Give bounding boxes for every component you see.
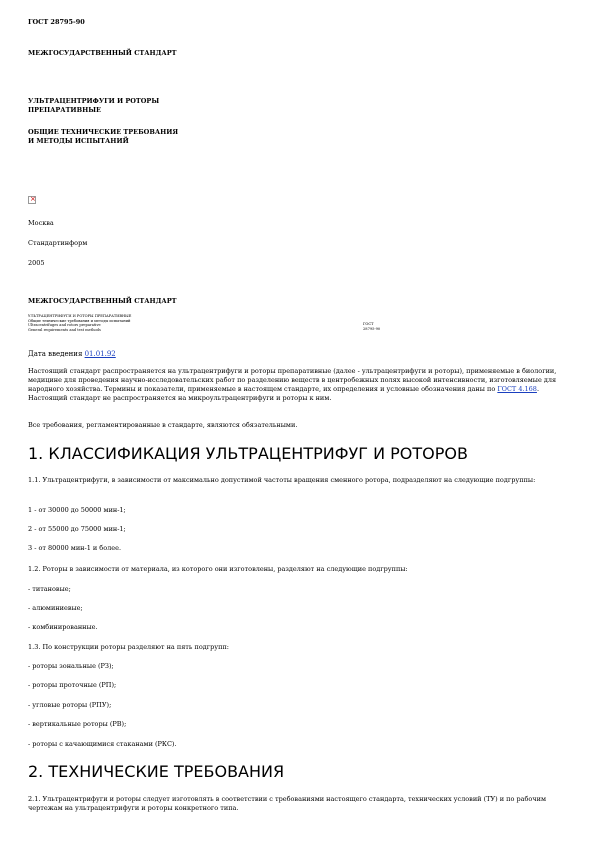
- list-item: - титановые;: [28, 585, 71, 593]
- imprint-city: Москва: [28, 219, 54, 227]
- imprint-year: 2005: [28, 259, 45, 267]
- list-item: - роторы зональные (РЗ);: [28, 662, 114, 670]
- tiny-title-block: [28, 314, 131, 332]
- section2-heading: 2. ТЕХНИЧЕСКИЕ ТРЕБОВАНИЯ: [28, 762, 285, 781]
- standard-type: МЕЖГОСУДАРСТВЕННЫЙ СТАНДАРТ: [28, 49, 177, 57]
- mandatory-note: Все требования, регламентированные в стандарте, являются обязательными.: [28, 421, 298, 429]
- broken-image-icon: [28, 196, 36, 204]
- list-item: - комбинированные.: [28, 623, 98, 631]
- subtitle-line2: И МЕТОДЫ ИСПЫТАНИЙ: [28, 137, 129, 145]
- tiny-line: Ultracentrifuges and rotors preparative: [28, 323, 101, 327]
- list-item: 3 - от 80000 мин-1 и более.: [28, 544, 122, 552]
- title-line1: УЛЬТРАЦЕНТРИФУГИ И РОТОРЫ: [28, 97, 160, 105]
- tiny-line: Общие технические требования и методы испытаний: [28, 318, 131, 323]
- list-item: - роторы с качающимися стаканами (РКС).: [28, 740, 177, 748]
- standard-type-repeat: МЕЖГОСУДАРСТВЕННЫЙ СТАНДАРТ: [28, 297, 177, 305]
- tiny-gost-block: [363, 322, 380, 331]
- intro-text-after: . Настоящий стандарт не распространяется на микроультрацентрифуги и роторы к ним.: [28, 385, 540, 402]
- clause-1-1: 1.1. Ультрацентрифуги, в зависимости от максимально допустимой частоты вращения сменного ротора, подразделяют на следующие подгруппы:: [28, 476, 536, 484]
- effective-date: [28, 350, 116, 359]
- list-item: 2 - от 55000 до 75000 мин-1;: [28, 525, 126, 533]
- tiny-gost-label: ГОСТ: [363, 322, 374, 326]
- list-item: - роторы проточные (РП);: [28, 681, 117, 689]
- title-line2: ПРЕПАРАТИВНЫЕ: [28, 106, 101, 114]
- list-item: - вертикальные роторы (РВ);: [28, 720, 127, 728]
- tiny-gost-number: 28795-90: [363, 326, 381, 331]
- effective-date-link[interactable]: 01.01.92: [84, 350, 116, 358]
- list-item: - угловые роторы (РПУ);: [28, 701, 112, 709]
- list-item: 1 - от 30000 до 50000 мин-1;: [28, 506, 126, 514]
- gost-link[interactable]: ГОСТ 4.168: [497, 385, 537, 393]
- intro-paragraph: [28, 367, 568, 403]
- tiny-line: УЛЬТРАЦЕНТРИФУГИ И РОТОРЫ ПРЕПАРАТИВНЫЕ: [28, 314, 132, 318]
- intro-text: Настоящий стандарт распространяется на ультрацентрифуги и роторы препаративные (далее - ультрацентрифуги и роторы), применяемые в биологии, медицине для проведения научно-исследовательских работ по разделению веществ в центробежных полях высокой интенсивности, изготовляемые для народного хозяйства. Термины и показатели, применяемые в настоящем стандарте, их определения и условные обозначения даны по: [28, 367, 557, 393]
- subtitle-line1: ОБЩИЕ ТЕХНИЧЕСКИЕ ТРЕБОВАНИЯ: [28, 128, 179, 136]
- tiny-line: General requirements and test methods: [28, 327, 101, 332]
- section1-heading: 1. КЛАССИФИКАЦИЯ УЛЬТРАЦЕНТРИФУГ И РОТОРОВ: [28, 444, 468, 463]
- clause-2-1: 2.1. Ультрацентрифуги и роторы следует изготовлять в соответствии с требованиями настоящего стандарта, технических условий (ТУ) и по рабочим чертежам на ультрацентрифуги и роторы конкретного типа.: [28, 795, 546, 812]
- list-item: - алюминиевые;: [28, 604, 83, 612]
- effective-date-label: Дата введения: [28, 350, 83, 358]
- doc-code: ГОСТ 28795-90: [28, 18, 85, 26]
- clause-1-3: 1.3. По конструкции роторы разделяют на пять подгрупп:: [28, 643, 229, 651]
- clause-1-2: 1.2. Роторы в зависимости от материала, из которого они изготовлены, разделяют на следующие подгруппы:: [28, 565, 408, 573]
- imprint-publisher: Стандартинформ: [28, 239, 88, 247]
